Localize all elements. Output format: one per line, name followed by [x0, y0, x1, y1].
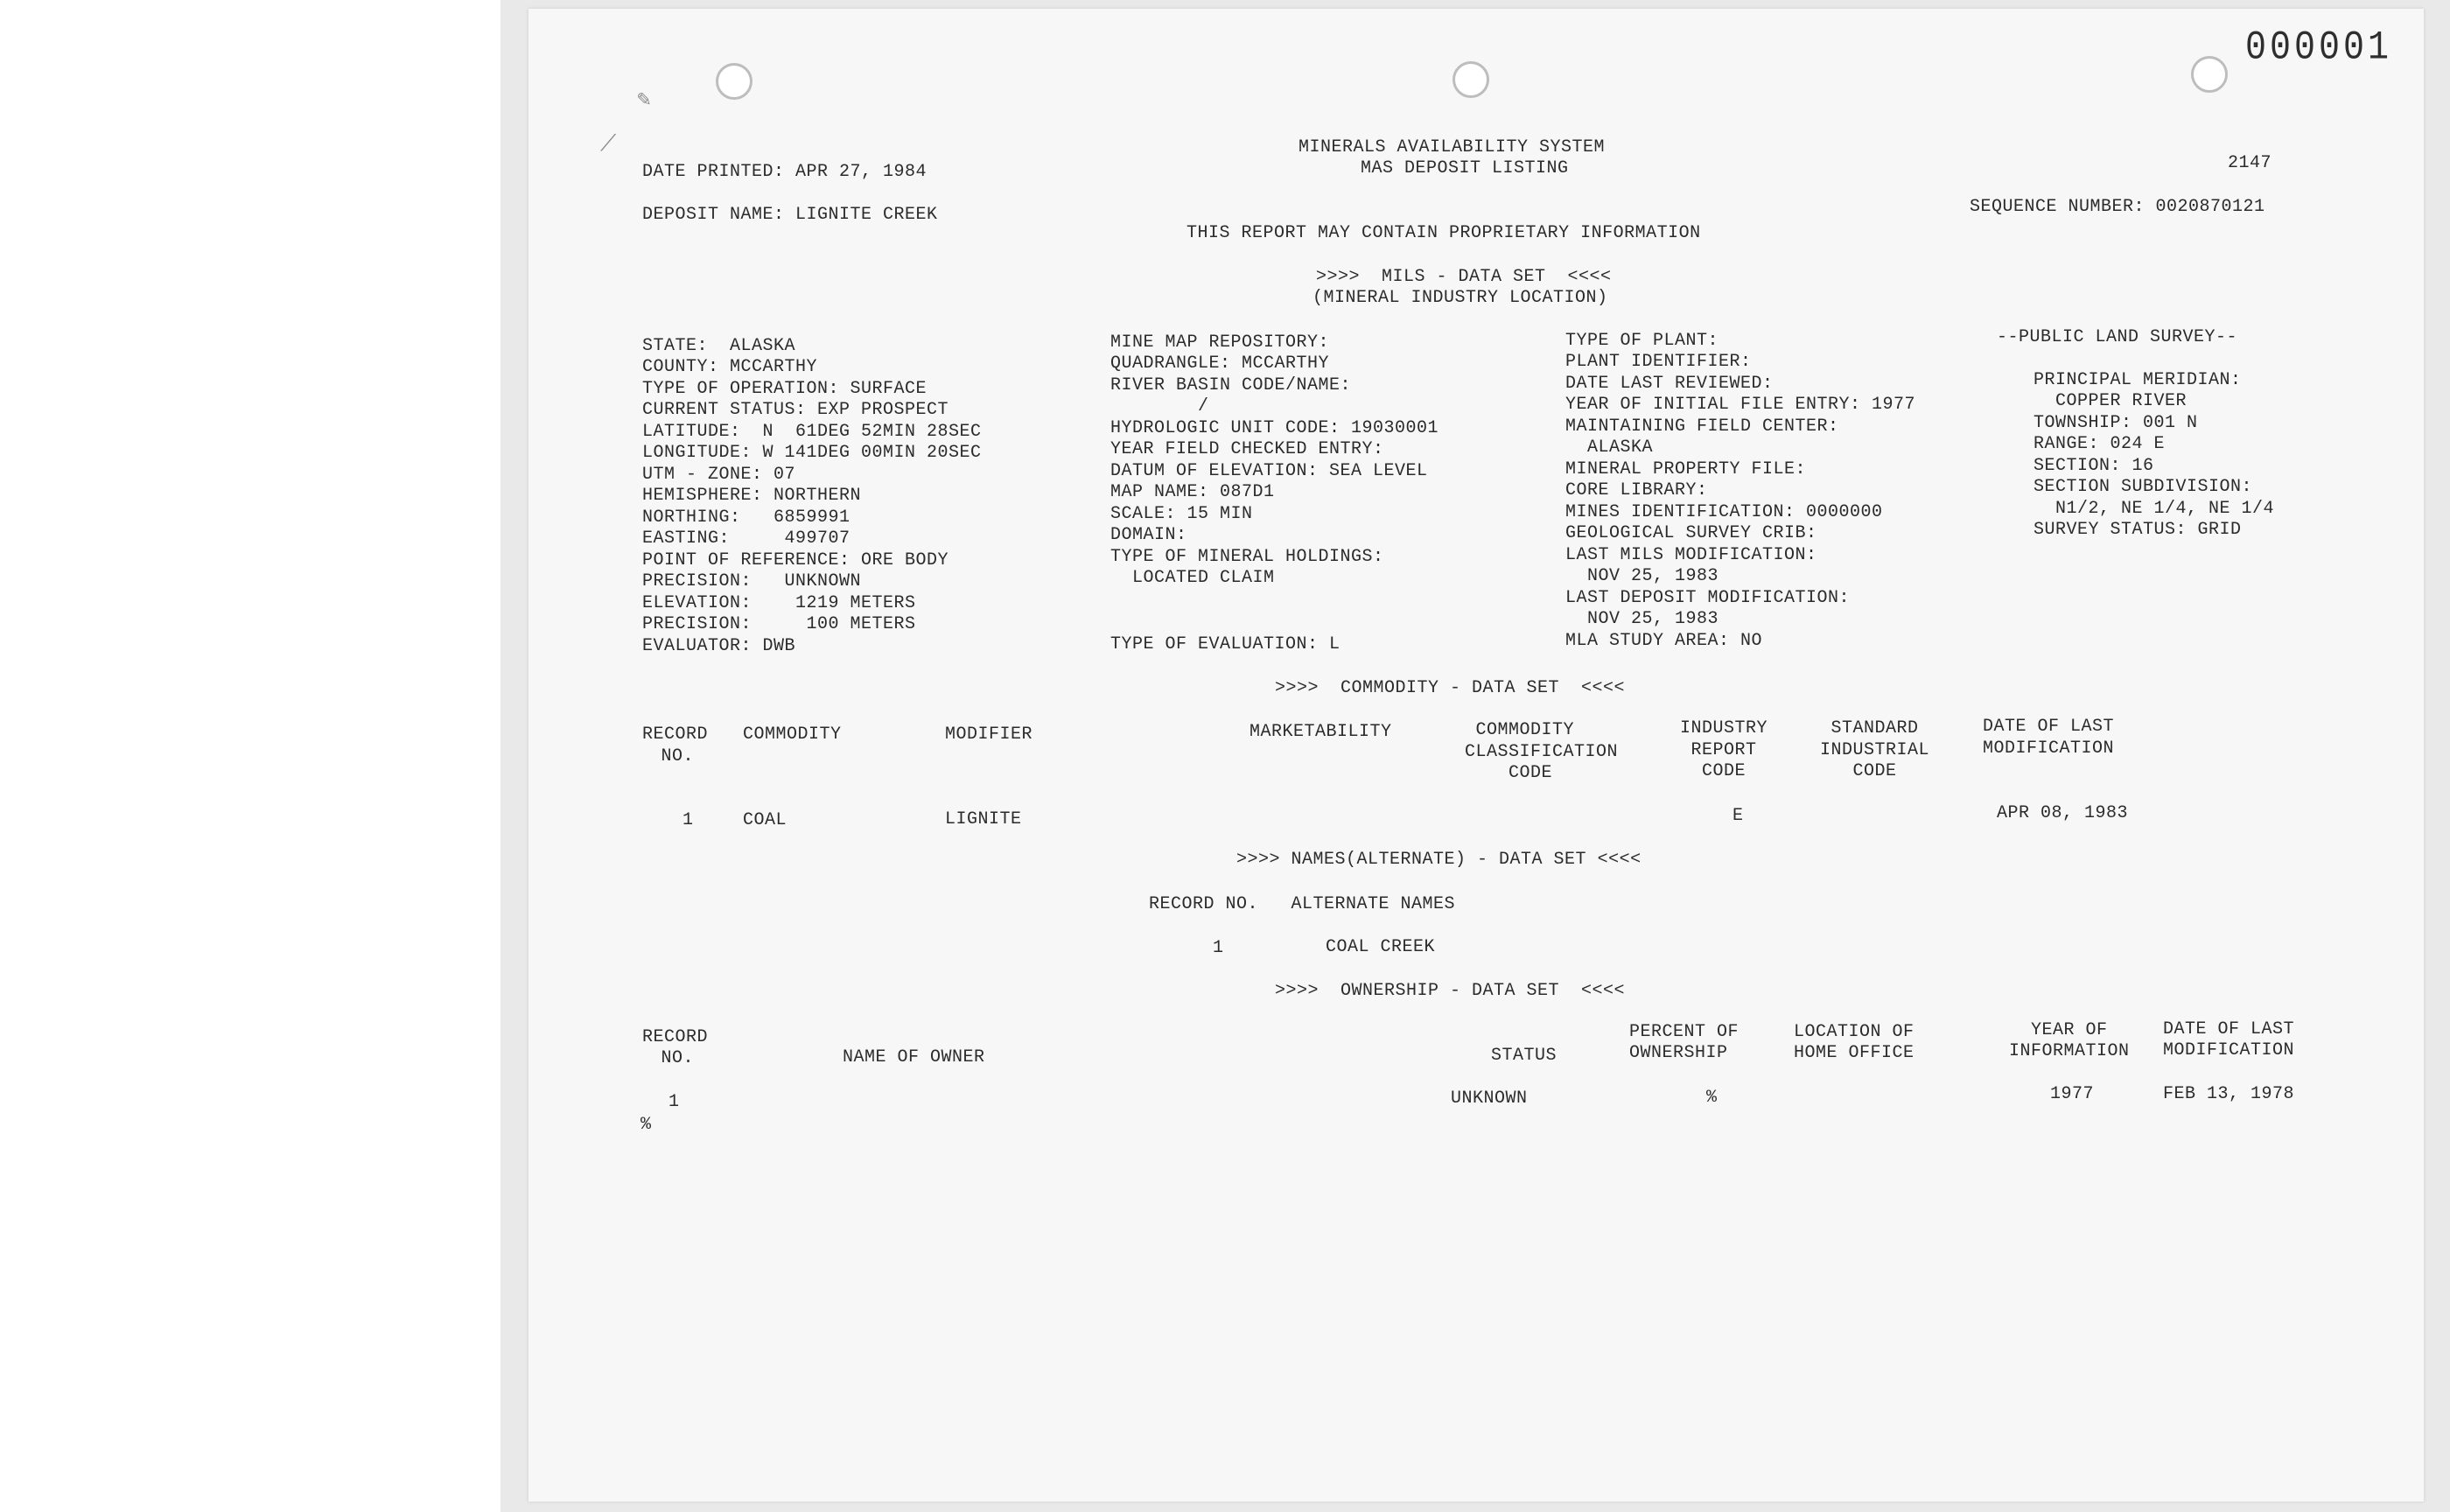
map-field: RIVER BASIN CODE/NAME: [1110, 375, 1352, 396]
commodity-header-industry: CODE [1680, 761, 1746, 781]
plant-field: DATE LAST REVIEWED: [1565, 374, 1774, 394]
location-field: STATE: ALASKA [642, 336, 796, 356]
system-title: MINERALS AVAILABILITY SYSTEM [1298, 137, 1606, 158]
commodity-header-marketability: MARKETABILITY [1250, 722, 1392, 742]
ownership-header-date: MODIFICATION [2163, 1040, 2295, 1060]
map-field: DOMAIN: [1110, 525, 1187, 545]
location-field: EASTING: 499707 [642, 528, 850, 549]
map-field: QUADRANGLE: MCCARTHY [1110, 354, 1330, 374]
survey-field: SECTION: 16 [2034, 456, 2154, 476]
location-field: PRECISION: UNKNOWN [642, 571, 862, 592]
ownership-row-record: 1 [668, 1092, 680, 1112]
punch-hole-center [1452, 61, 1489, 98]
survey-field: PRINCIPAL MERIDIAN: [2034, 370, 2242, 390]
commodity-row-modifier: LIGNITE [945, 809, 1022, 830]
map-field: TYPE OF EVALUATION: L [1110, 634, 1340, 654]
deposit-name: DEPOSIT NAME: LIGNITE CREEK [642, 205, 938, 225]
ownership-row-year: 1977 [2050, 1084, 2095, 1104]
ownership-header-year: INFORMATION [2009, 1041, 2130, 1061]
plant-field: YEAR OF INITIAL FILE ENTRY: 1977 [1565, 395, 1916, 415]
survey-field: RANGE: 024 E [2034, 434, 2166, 454]
survey-field: SURVEY STATUS: GRID [2034, 520, 2242, 540]
plant-field: NOV 25, 1983 [1565, 566, 1719, 586]
ownership-header-year: YEAR OF [2009, 1020, 2108, 1040]
plant-field: GEOLOGICAL SURVEY CRIB: [1565, 523, 1817, 543]
pencil-mark: ✎ [637, 87, 651, 113]
map-field: DATUM OF ELEVATION: SEA LEVEL [1110, 461, 1428, 481]
location-field: CURRENT STATUS: EXP PROSPECT [642, 400, 949, 420]
sequence-number: SEQUENCE NUMBER: 0020870121 [1970, 197, 2265, 217]
ownership-header-record: RECORD [642, 1027, 709, 1047]
map-field: / [1110, 396, 1209, 416]
commodity-header-classification: CLASSIFICATION [1465, 742, 1619, 762]
commodity-header-classification: CODE [1465, 763, 1553, 783]
ownership-row-status: UNKNOWN [1451, 1088, 1528, 1109]
ownership-header-record: NO. [650, 1048, 695, 1068]
commodity-header-date: DATE OF LAST [1983, 717, 2115, 737]
commodity-header-industry: REPORT [1680, 740, 1757, 760]
plant-field: TYPE OF PLANT: [1565, 331, 1719, 351]
names-section-title: >>>> NAMES(ALTERNATE) - DATA SET <<<< [1236, 850, 1642, 870]
commodity-row-date: APR 08, 1983 [1997, 803, 2129, 823]
names-header: RECORD NO. ALTERNATE NAMES [1149, 894, 1456, 914]
commodity-row-industry-code: E [1732, 806, 1744, 826]
proprietary-notice: THIS REPORT MAY CONTAIN PROPRIETARY INFORMATION [1186, 223, 1701, 243]
commodity-header-date: MODIFICATION [1983, 738, 2115, 759]
commodity-header-modifier: MODIFIER [945, 724, 1033, 745]
punch-hole-right [2191, 56, 2228, 93]
location-field: POINT OF REFERENCE: ORE BODY [642, 550, 949, 570]
commodity-header-sic: CODE [1820, 761, 1897, 781]
plant-field: MINERAL PROPERTY FILE: [1565, 459, 1807, 480]
commodity-header-sic: STANDARD [1820, 718, 1919, 738]
location-field: LONGITUDE: W 141DEG 00MIN 20SEC [642, 443, 982, 463]
listing-title: MAS DEPOSIT LISTING [1361, 158, 1569, 178]
ownership-row-date: FEB 13, 1978 [2163, 1084, 2295, 1104]
commodity-header-record: RECORD [642, 724, 709, 745]
commodity-row-commodity: COAL [743, 810, 788, 830]
plant-field: LAST DEPOSIT MODIFICATION: [1565, 588, 1851, 608]
ownership-header-percent: PERCENT OF [1629, 1022, 1740, 1042]
ownership-header-location: HOME OFFICE [1794, 1043, 1914, 1063]
plant-field: PLANT IDENTIFIER: [1565, 352, 1752, 372]
pencil-tick: ⟋ [600, 131, 617, 158]
map-field: SCALE: 15 MIN [1110, 504, 1253, 524]
map-field: MAP NAME: 087D1 [1110, 482, 1275, 502]
map-field: MINE MAP REPOSITORY: [1110, 332, 1330, 353]
page-number: 2147 [2228, 153, 2272, 173]
ownership-section-title: >>>> OWNERSHIP - DATA SET <<<< [1275, 981, 1626, 1001]
ownership-header-date: DATE OF LAST [2163, 1019, 2295, 1040]
mils-section-title: >>>> MILS - DATA SET <<<< [1316, 267, 1612, 287]
plant-field: LAST MILS MODIFICATION: [1565, 545, 1817, 565]
commodity-header-industry: INDUSTRY [1680, 718, 1768, 738]
ownership-trailer: % [640, 1115, 652, 1135]
ownership-header-location: LOCATION OF [1794, 1022, 1914, 1042]
names-row-record: 1 [1213, 938, 1224, 958]
location-field: ELEVATION: 1219 METERS [642, 593, 916, 613]
map-field: YEAR FIELD CHECKED ENTRY: [1110, 439, 1384, 459]
plant-field: NOV 25, 1983 [1565, 609, 1719, 629]
location-field: LATITUDE: N 61DEG 52MIN 28SEC [642, 422, 982, 442]
commodity-section-title: >>>> COMMODITY - DATA SET <<<< [1275, 678, 1626, 698]
location-field: PRECISION: 100 METERS [642, 614, 916, 634]
plant-field: MLA STUDY AREA: NO [1565, 631, 1763, 651]
commodity-header-record: NO. [650, 746, 695, 766]
ownership-header-percent: OWNERSHIP [1629, 1043, 1728, 1063]
commodity-row-record: 1 [682, 810, 694, 830]
location-field: HEMISPHERE: NORTHERN [642, 486, 862, 506]
names-row-name: COAL CREEK [1326, 937, 1436, 957]
commodity-header-classification: COMMODITY [1465, 720, 1575, 740]
map-field: LOCATED CLAIM [1110, 568, 1275, 588]
plant-field: MAINTAINING FIELD CENTER: [1565, 416, 1839, 437]
location-field: TYPE OF OPERATION: SURFACE [642, 379, 928, 399]
map-field: TYPE OF MINERAL HOLDINGS: [1110, 547, 1384, 567]
ownership-row-percent: % [1706, 1088, 1718, 1108]
ownership-header-status: STATUS [1491, 1046, 1558, 1066]
page-stamp-number: 000001 [2245, 25, 2393, 72]
survey-field: N1/2, NE 1/4, NE 1/4 [2034, 499, 2275, 519]
commodity-header-commodity: COMMODITY [743, 724, 842, 745]
plant-field: MINES IDENTIFICATION: 0000000 [1565, 502, 1883, 522]
date-printed: DATE PRINTED: APR 27, 1984 [642, 162, 928, 182]
location-field: NORTHING: 6859991 [642, 508, 850, 528]
plant-field: ALASKA [1565, 438, 1654, 458]
survey-field: COPPER RIVER [2034, 391, 2188, 411]
commodity-header-sic: INDUSTRIAL [1820, 740, 1930, 760]
location-field: COUNTY: MCCARTHY [642, 357, 818, 377]
survey-field: SECTION SUBDIVISION: [2034, 477, 2253, 497]
survey-field: TOWNSHIP: 001 N [2034, 413, 2198, 433]
location-field: UTM - ZONE: 07 [642, 465, 796, 485]
location-field: EVALUATOR: DWB [642, 636, 796, 656]
punch-hole-left [716, 63, 752, 100]
public-land-survey-title: --PUBLIC LAND SURVEY-- [1997, 327, 2238, 347]
mils-section-subtitle: (MINERAL INDUSTRY LOCATION) [1312, 288, 1608, 308]
map-field: HYDROLOGIC UNIT CODE: 19030001 [1110, 418, 1439, 438]
ownership-header-owner: NAME OF OWNER [843, 1047, 985, 1068]
plant-field: CORE LIBRARY: [1565, 480, 1708, 500]
